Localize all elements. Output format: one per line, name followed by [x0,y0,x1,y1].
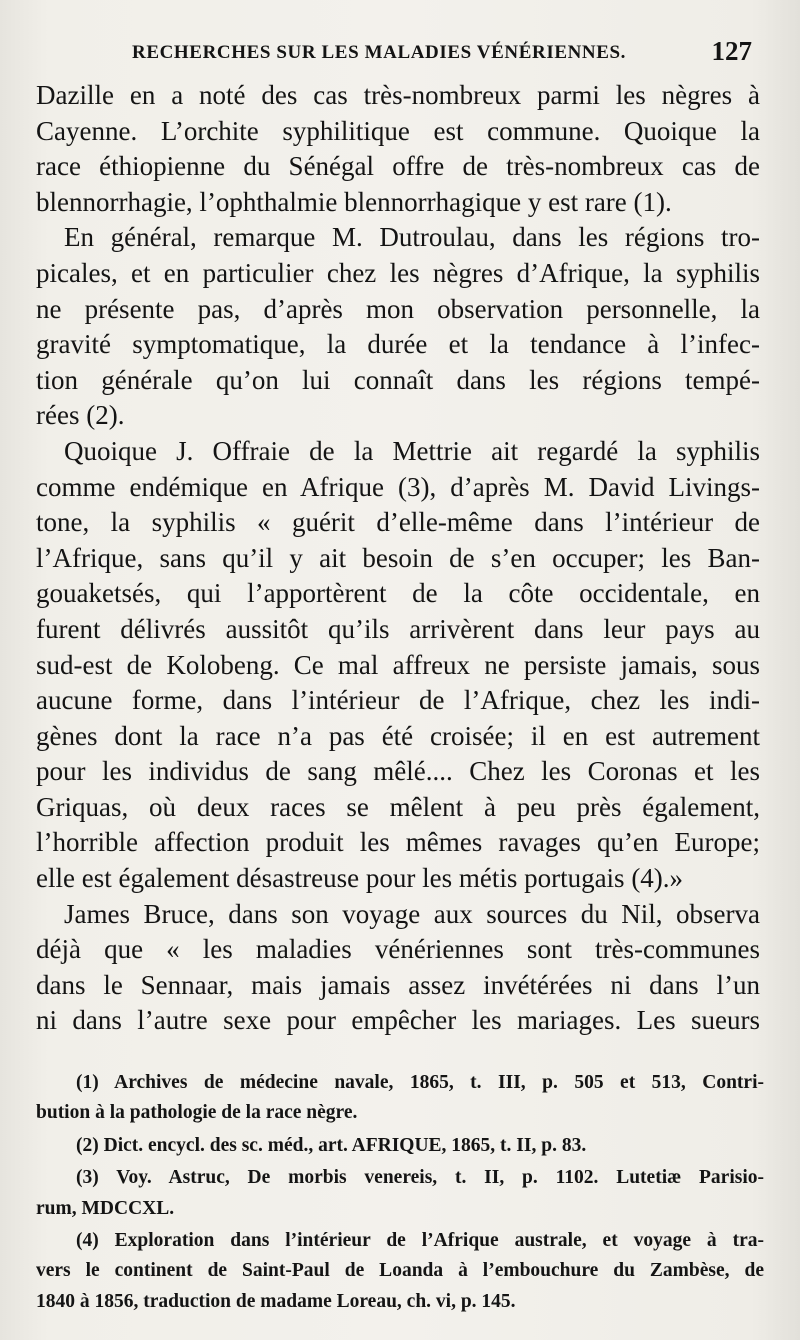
footnote-line: bution à la pathologie de la race nègre. [36,1102,358,1124]
text-line: dans le Sennaar, mais jamais assez invétérées ni dans l’un [36,969,760,1000]
text-line: tone, la syphilis « guérit d’elle-même dans l’intérieur de [36,507,760,538]
text-line: gravité symptomatique, la durée et la tendance à l’infec- [36,329,760,360]
text-line: En général, remarque M. Dutroulau, dans les régions tro- [64,222,760,253]
footnote-line: 1840 à 1856, traduction de madame Loreau, ch. vi, p. 145. [36,1290,516,1312]
text-line: sud-est de Kolobeng. Ce mal affreux ne persiste jamais, sous [36,649,760,680]
text-line: comme endémique en Afrique (3), d’après M. David Livings- [36,471,760,502]
text-line: ne présente pas, d’après mon observation personnelle, la [36,293,760,324]
paragraph [36,897,760,1039]
text-line: l’Afrique, sans qu’il y ait besoin de s’en occuper; les Ban- [36,542,760,573]
footnote-line: (1) Archives de médecine navale, 1865, t. III, p. 505 et 513, Contri- [76,1072,764,1093]
text-line: James Bruce, dans son voyage aux sources du Nil, observa [64,898,760,929]
body-text [36,78,760,1039]
text-line: gènes dont la race n’a pas été croisée; il en est autrement [36,720,760,751]
text-line: Dazille en a noté des cas très-nombreux parmi les nègres à [36,80,760,110]
text-line: blennorrhagie, l’ophthalmie blennorrhagique y est rare (1). [36,186,672,217]
footnote-line: (2) Dict. encycl. des sc. méd., art. AFRIQUE, 1865, t. II, p. 83. [76,1134,587,1156]
page-header [36,36,752,70]
text-line: ni dans l’autre sexe pour empêcher les mariages. Les sueurs [36,1005,760,1036]
footnotes [36,1068,764,1317]
text-line: déjà que « les maladies vénériennes sont très-communes [36,934,760,965]
paragraph [36,220,760,434]
text-line: aucune forme, dans l’intérieur de l’Afrique, chez les indi- [36,685,760,716]
text-line: l’horrible affection produit les mêmes ravages qu’en Europe; [36,827,760,858]
text-line: Quoique J. Offraie de la Mettrie ait regardé la syphilis [64,435,760,466]
paragraph [36,434,760,897]
footnote-line: (3) Voy. Astruc, De morbis venereis, t. II, p. 1102. Lutetiæ Parisio- [76,1167,764,1189]
footnote-3 [36,1163,764,1224]
text-line: race éthiopienne du Sénégal offre de très-nombreux cas de [36,151,760,182]
text-line: elle est également désastreuse pour les métis portugais (4).» [36,863,684,894]
text-line: Griquas, où deux races se mêlent à peu près également, [36,791,760,822]
text-line: gouaketsés, qui l’apportèrent de la côte occidentale, en [36,578,760,609]
footnote-4 [36,1226,764,1317]
paragraph [36,78,760,220]
footnote-line: vers le continent de Saint-Paul de Loanda à l’embouchure du Zambèse, de [36,1260,764,1282]
text-line: pour les individus de sang mêlé.... Chez les Coronas et les [36,756,760,787]
footnote-line: rum, MDCCXL. [36,1197,175,1219]
text-line: rées (2). [36,400,125,431]
text-line: picales, et en particulier chez les nègres d’Afrique, la syphilis [36,257,760,288]
running-title: RECHERCHES SUR LES MALADIES VÉNÉRIENNES. [132,42,627,63]
page-number: 127 [711,36,752,66]
footnote-line: (4) Exploration dans l’intérieur de l’Afrique australe, et voyage à tra- [76,1230,764,1252]
footnote-1 [36,1068,764,1129]
text-line: tion générale qu’on lui connaît dans les régions tempé- [36,364,760,395]
text-line: Cayenne. L’orchite syphilitique est commune. Quoique la [36,115,760,146]
footnote-2 [36,1131,764,1161]
text-line: furent délivrés aussitôt qu’ils arrivèrent dans leur pays au [36,613,760,644]
